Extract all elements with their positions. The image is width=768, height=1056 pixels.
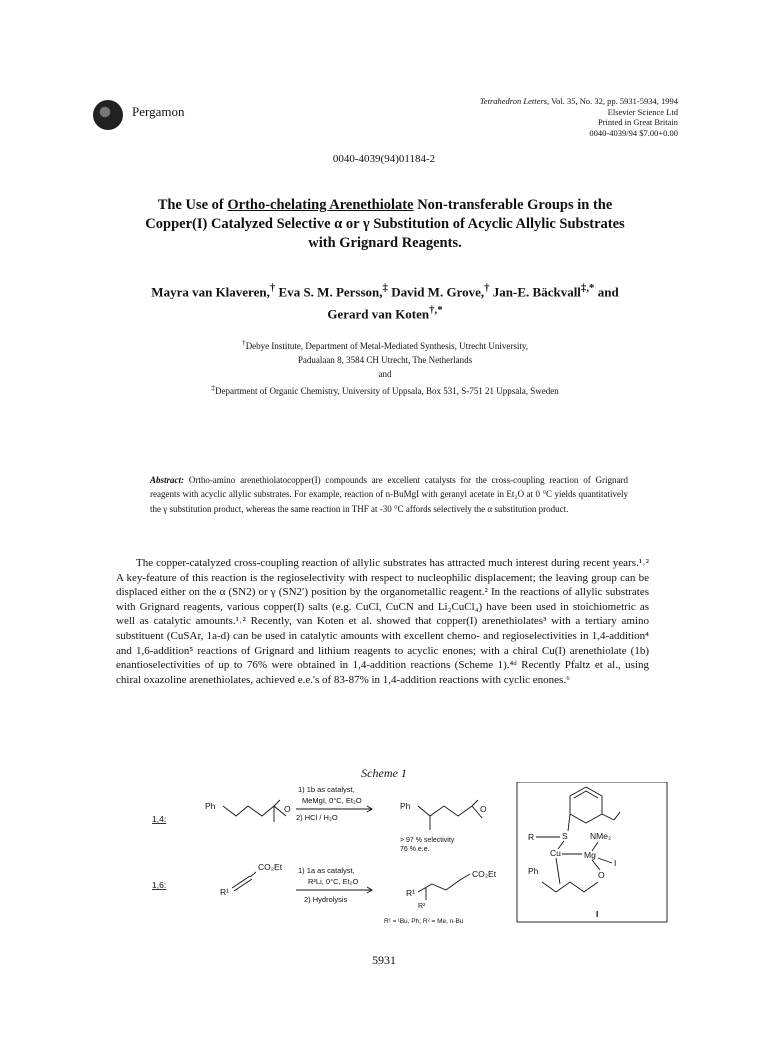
affil-mark: ‡,* [580,282,595,294]
box-s-label: S [562,831,568,841]
body-text [116,556,649,687]
condition: MeMgI, 0°C, Et₂O [302,796,362,805]
affil-mark: † [241,338,246,347]
ester-label: CO₂Et [258,862,283,872]
affil-and: and [378,369,392,379]
ring-substituent [602,814,614,820]
and: and [594,284,619,300]
enone-bonds [542,882,598,892]
reaction-label-14: 1,4: [152,814,167,824]
author: Eva S. M. Persson, [278,284,383,300]
pergamon-logo [93,100,123,130]
ph-label: Ph [205,801,216,811]
journal-ref: , Vol. 35, No. 32, pp. 5931-5934, 1994 [547,96,678,106]
selectivity: > 97 % selectivity [400,837,455,844]
cu-alkene-bond [556,858,560,884]
author: Jan-E. Bäckvall [492,284,581,300]
carbonyl-bond [472,800,478,806]
paper-title [95,196,675,253]
condition: 2) HCl / H₂O [296,813,338,822]
author: David M. Grove, [391,284,485,300]
affil-mark: †,* [429,304,443,317]
title-part: Non-transferable Groups in the [413,197,613,213]
affil-mark: † [484,282,490,294]
ester-label: CO₂Et [472,869,497,879]
affil-line: Department of Organic Chemistry, University of Uppsala, Box 531, S-751 21 Uppsala, Sweden [215,386,559,396]
condition: 1) 1b as catalyst, [298,785,355,794]
box-ph-label: Ph [528,866,539,876]
author: Gerard van Koten [327,306,430,322]
box-i-label: I [614,858,617,868]
author-list [95,279,675,324]
title-line-3: with Grignard Reagents. [308,235,462,251]
r2-label: R² [418,903,426,910]
paragraph: The copper-catalyzed cross-coupling reaction of allylic substrates has attracted much interest during recent years.¹˒² A key-feature of this reaction is the regioselectivity with respect to nucleophilic displacement; the leaving group can be displaced either on the α (SN2) or γ (SN2′) position by the organometallic reagent.² In the reactions of allylic substrates with Grignard reagents, various copper(I) salts (e.g. CuCl, CuCN and Li₂CuCl₄) have been used in stoichiometric as well as catalytic amounts.¹˒² Recently, van Koten et al. showed that copper(I) arenethiolates³ with a tertiary amino substituent (CuSAr, 1a-d) can be used in catalytic amounts with excellent chemo- and regioselectivities in 1,4-addition⁴ and 1,6-addition⁵ reactions of Grignard and lithium reagents to acyclic enones; with a chiral Cu(I) arenethiolate (1b) enantioselectivities of up to 76% were obtained in 1,4-addition reactions (Scheme 1).⁴ᵈ Recently Pfaltz et al., using chiral oxazoline arenethiolates, achieved e.e.'s of 83-87% in 1,4-addition reactions with cyclic enones.⁶ [116,557,649,686]
page-number: 5931 [372,953,396,967]
mg-o-bond [592,860,600,870]
s-cu-bond [558,841,564,849]
oxygen-label: O [480,804,487,814]
abstract [150,473,628,516]
ph-label: Ph [400,801,411,811]
box-cu-label: Cu [550,848,561,858]
scheme-title: Scheme 1 [361,766,407,780]
author: Mayra van Klaveren, [151,284,270,300]
substrate-bonds [250,872,256,877]
abstract-label: Abstract: [150,475,185,485]
reaction-label-16: 1,6: [152,880,167,890]
title-part: The Use of [157,197,228,213]
product-bonds [418,806,472,816]
box-nme2-label: NMe₂ [590,831,612,841]
abstract-text: Ortho-amino arenethiolatocopper(I) compounds are excellent catalysts for the cross-coupling reaction of Grignard reagents with acyclic allylic substrates. For example, reaction of n-BuMgI with geranyl acetate in Et₂O at 0 °C yields quantitatively the γ substitution product, whereas the same reaction in THF at -30 °C affords selectively the α substitution product. [150,475,628,514]
box-compound-label: I [596,909,599,919]
title-underlined: Ortho-chelating Arenethiolate [227,197,414,213]
price: 0040-4039/94 $7.00+0.00 [589,127,678,138]
r1-label: R¹ [406,888,415,898]
carbonyl-bond [274,800,280,806]
s-bond [568,814,570,831]
box-o-label: O [598,870,605,880]
mg-i-bond [598,858,612,863]
affil-mark: ‡ [211,383,216,392]
doi: 0040-4039(94)01184-2 [332,153,436,165]
title-line-2: Copper(I) Catalyzed Selective α or γ Substitution of Acyclic Allylic Substrates [145,216,625,232]
journal-name: Tetrahedron Letters [479,96,548,106]
condition: 1) 1a as catalyst, [298,866,355,875]
affil-line: Padualaan 8, 3584 CH Utrecht, The Netherlands [297,355,473,365]
publisher-name: Pergamon [132,104,185,119]
scheme-1-figure [150,782,670,932]
box-r-label: R [528,832,535,842]
copyright: Elsevier Science Ltd [607,106,678,117]
printed-in: Printed in Great Britain [597,117,678,127]
affil-line: Debye Institute, Department of Metal-Mediated Synthesis, Utrecht University, [245,341,529,351]
affil-mark: † [269,282,276,294]
substrate-bonds [223,806,286,816]
affiliations [95,336,675,398]
substituent-legend: R¹ = ᵗBu, Ph; R² = Me, n-Bu [384,918,464,925]
journal-citation [358,96,678,138]
aryl-ring [570,787,602,823]
box-mg-label: Mg [584,850,596,860]
r1-label: R¹ [220,887,229,897]
oxygen-label: O [284,804,291,814]
ring-substituent [614,812,620,820]
condition: R²Li, 0°C, Et₂O [308,877,359,886]
enantiomeric-excess: 76 % e.e. [400,846,430,853]
condition: 2) Hydrolysis [304,895,348,904]
affil-mark: ‡ [382,282,388,294]
